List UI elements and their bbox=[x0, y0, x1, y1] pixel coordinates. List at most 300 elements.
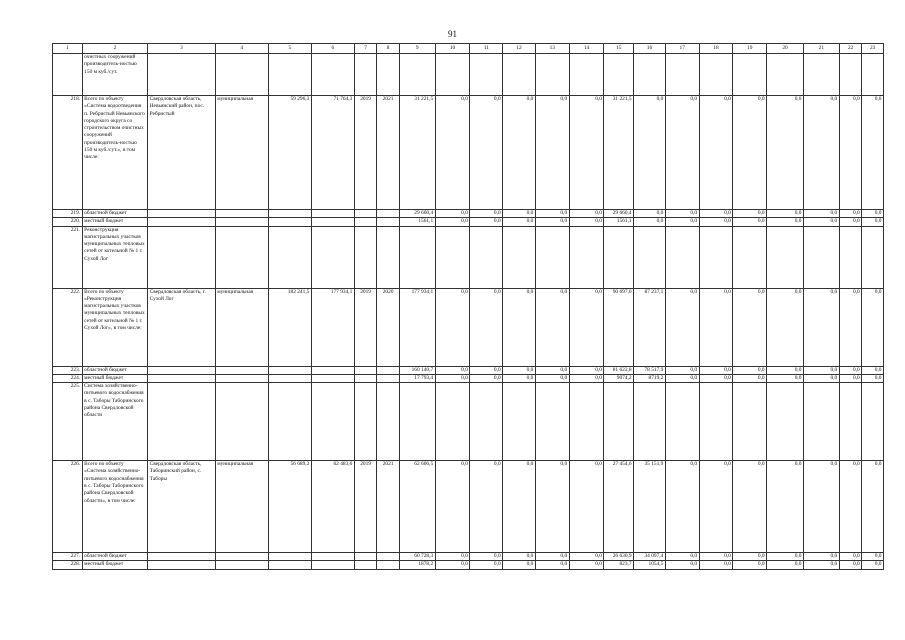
table-cell: 2021 bbox=[377, 461, 400, 553]
table-cell: 0,0 bbox=[699, 288, 733, 366]
table-cell bbox=[839, 383, 862, 461]
table-row bbox=[53, 210, 884, 218]
table-cell bbox=[377, 210, 400, 218]
table-cell: 87 237,1 bbox=[634, 288, 666, 366]
table-cell: 0,0 bbox=[435, 561, 470, 569]
table-cell: Всего по объекту «Система хозяйственно-питьевого водоснабжения в с. Таборы Таборинского района Свердловской области», в том числе: bbox=[82, 461, 147, 553]
table-cell bbox=[470, 54, 503, 96]
table-cell bbox=[354, 383, 377, 461]
table-cell bbox=[148, 54, 216, 96]
table-cell bbox=[470, 226, 503, 288]
table-cell: 0,0 bbox=[503, 366, 536, 374]
table-cell bbox=[311, 383, 354, 461]
table-cell bbox=[215, 226, 268, 288]
table-cell bbox=[354, 366, 377, 374]
table-cell: 0,0 bbox=[699, 218, 733, 226]
table-cell: 0,0 bbox=[569, 96, 604, 210]
table-cell bbox=[268, 226, 311, 288]
table-cell: местный бюджет bbox=[82, 374, 147, 382]
table-cell: 0,0 bbox=[862, 288, 884, 366]
table-cell: 0,0 bbox=[535, 553, 569, 561]
table-cell: 0,0 bbox=[699, 561, 733, 569]
header-cell: 11 bbox=[470, 44, 503, 54]
table-cell: 26 630,9 bbox=[604, 553, 634, 561]
table-cell: 0,0 bbox=[470, 561, 503, 569]
table-cell bbox=[699, 54, 733, 96]
page-number: 91 bbox=[448, 29, 457, 39]
table-cell: 177 934,1 bbox=[399, 288, 435, 366]
table-cell: 0,0 bbox=[569, 374, 604, 382]
header-cell: 20 bbox=[767, 44, 804, 54]
table-cell: 0,0 bbox=[839, 561, 862, 569]
table-cell bbox=[699, 226, 733, 288]
table-cell: 0,0 bbox=[435, 288, 470, 366]
table-cell bbox=[604, 54, 634, 96]
table-cell: 0,0 bbox=[862, 374, 884, 382]
table-cell bbox=[862, 383, 884, 461]
table-cell bbox=[767, 54, 804, 96]
table-row bbox=[53, 553, 884, 561]
table-cell: 0,0 bbox=[435, 553, 470, 561]
table-cell bbox=[862, 54, 884, 96]
table-cell: 0,0 bbox=[435, 96, 470, 210]
table-cell bbox=[862, 226, 884, 288]
table-cell: 219. bbox=[53, 210, 83, 218]
table-cell: 81 622,8 bbox=[604, 366, 634, 374]
table-cell: 0,0 bbox=[862, 210, 884, 218]
header-cell: 18 bbox=[699, 44, 733, 54]
table-cell: областной бюджет bbox=[82, 366, 147, 374]
table-cell: 0,0 bbox=[839, 96, 862, 210]
table-cell bbox=[148, 374, 216, 382]
header-cell: 17 bbox=[665, 44, 699, 54]
table-cell: 31 221,5 bbox=[399, 96, 435, 210]
table-cell bbox=[699, 383, 733, 461]
table-cell bbox=[215, 210, 268, 218]
table-cell bbox=[377, 561, 400, 569]
table-cell: 0,0 bbox=[733, 374, 767, 382]
header-cell: 10 bbox=[435, 44, 470, 54]
table-cell: 0,0 bbox=[435, 218, 470, 226]
table-cell bbox=[503, 226, 536, 288]
table-cell: 0,0 bbox=[733, 561, 767, 569]
table-cell: местный бюджет bbox=[82, 561, 147, 569]
table-cell bbox=[665, 226, 699, 288]
table-cell: 0,0 bbox=[862, 366, 884, 374]
table-cell: 0,0 bbox=[699, 210, 733, 218]
table-cell: 0,0 bbox=[733, 461, 767, 553]
table-cell: 0,0 bbox=[435, 461, 470, 553]
header-cell: 2 bbox=[82, 44, 147, 54]
table-cell: 160 140,7 bbox=[399, 366, 435, 374]
table-cell: 0,0 bbox=[699, 366, 733, 374]
table-cell: 1054,5 bbox=[634, 561, 666, 569]
table-cell: Свердловская область, Невьянский район, пос. Ребристый bbox=[148, 96, 216, 210]
table-cell: 0,0 bbox=[839, 461, 862, 553]
table-cell bbox=[569, 54, 604, 96]
header-row bbox=[53, 44, 884, 54]
table-cell: 177 934,1 bbox=[311, 288, 354, 366]
table-cell: 0,0 bbox=[767, 561, 804, 569]
table-cell: 0,0 bbox=[569, 461, 604, 553]
table-cell: 0,0 bbox=[435, 374, 470, 382]
table-cell: 0,0 bbox=[535, 561, 569, 569]
table-cell: 0,0 bbox=[569, 218, 604, 226]
table-cell bbox=[377, 226, 400, 288]
table-cell bbox=[311, 210, 354, 218]
table-cell: 0,0 bbox=[733, 553, 767, 561]
table-cell bbox=[311, 54, 354, 96]
table-cell: 0,0 bbox=[634, 96, 666, 210]
table-cell bbox=[311, 553, 354, 561]
table-cell bbox=[377, 553, 400, 561]
table-cell: Система хозяйственно-питьевого водоснабжения в с. Таборы Таборинского района Свердловской области bbox=[82, 383, 147, 461]
table-cell bbox=[215, 218, 268, 226]
table-cell: 62 606,5 bbox=[399, 461, 435, 553]
table-cell: 0,0 bbox=[803, 374, 839, 382]
header-cell: 1 bbox=[53, 44, 83, 54]
table-cell: 0,0 bbox=[634, 210, 666, 218]
table-cell: 0,0 bbox=[733, 366, 767, 374]
table-cell bbox=[354, 210, 377, 218]
table-cell: 222. bbox=[53, 288, 83, 366]
table-cell bbox=[604, 226, 634, 288]
table-cell bbox=[268, 561, 311, 569]
table-cell: 2019 bbox=[354, 461, 377, 553]
table-cell: муниципальная bbox=[215, 288, 268, 366]
table-cell bbox=[148, 553, 216, 561]
table-cell: 62 483,6 bbox=[311, 461, 354, 553]
table-cell: областной бюджет bbox=[82, 553, 147, 561]
table-cell: 218. bbox=[53, 96, 83, 210]
header-cell: 6 bbox=[311, 44, 354, 54]
table-cell: 35 151,9 bbox=[634, 461, 666, 553]
table-cell: 60 728,3 bbox=[399, 553, 435, 561]
table-cell: 0,0 bbox=[767, 210, 804, 218]
table-cell: 0,0 bbox=[569, 288, 604, 366]
table-cell: 0,0 bbox=[665, 374, 699, 382]
table-cell bbox=[148, 218, 216, 226]
table-row bbox=[53, 374, 884, 382]
table-cell: 0,0 bbox=[803, 288, 839, 366]
table-cell: 0,0 bbox=[665, 218, 699, 226]
table-cell: 0,0 bbox=[733, 96, 767, 210]
table-cell: 0,0 bbox=[862, 561, 884, 569]
table-cell bbox=[268, 553, 311, 561]
table-cell: 0,0 bbox=[767, 374, 804, 382]
header-cell: 9 bbox=[399, 44, 435, 54]
table-cell: 0,0 bbox=[862, 96, 884, 210]
table-cell: 0,0 bbox=[862, 461, 884, 553]
table-cell: 0,0 bbox=[535, 374, 569, 382]
table-cell: 0,0 bbox=[634, 218, 666, 226]
table-cell: Свердловская область, Таборинский район, с. Таборы bbox=[148, 461, 216, 553]
table-cell: муниципальная bbox=[215, 461, 268, 553]
table-cell bbox=[733, 226, 767, 288]
table-cell: 17 793,4 bbox=[399, 374, 435, 382]
table-cell bbox=[803, 54, 839, 96]
table-cell: 0,0 bbox=[767, 553, 804, 561]
table-row bbox=[53, 54, 884, 96]
table-cell: 0,0 bbox=[803, 561, 839, 569]
table-cell bbox=[215, 366, 268, 374]
table-cell: 0,0 bbox=[839, 374, 862, 382]
table-cell bbox=[399, 54, 435, 96]
table-cell: 0,0 bbox=[665, 553, 699, 561]
table-cell bbox=[148, 226, 216, 288]
table-cell bbox=[148, 366, 216, 374]
table-cell: 0,0 bbox=[535, 96, 569, 210]
table-cell: 0,0 bbox=[803, 366, 839, 374]
table-cell: 0,0 bbox=[803, 96, 839, 210]
table-cell: 823,7 bbox=[604, 561, 634, 569]
table-cell bbox=[354, 553, 377, 561]
header-cell: 12 bbox=[503, 44, 536, 54]
table-cell: 0,0 bbox=[767, 366, 804, 374]
header-cell: 21 bbox=[803, 44, 839, 54]
table-cell: 224. bbox=[53, 374, 83, 382]
table-cell bbox=[354, 561, 377, 569]
table-cell bbox=[569, 383, 604, 461]
table-cell: 0,0 bbox=[470, 366, 503, 374]
table-cell: 0,0 bbox=[733, 210, 767, 218]
table-cell bbox=[535, 226, 569, 288]
table-row bbox=[53, 226, 884, 288]
table-cell: 0,0 bbox=[862, 553, 884, 561]
table-cell: 56 689,2 bbox=[268, 461, 311, 553]
table-cell bbox=[503, 54, 536, 96]
table-cell: 0,0 bbox=[503, 96, 536, 210]
table-cell bbox=[311, 218, 354, 226]
table-cell bbox=[634, 54, 666, 96]
table-cell bbox=[148, 210, 216, 218]
table-cell: 0,0 bbox=[699, 374, 733, 382]
table-cell bbox=[435, 54, 470, 96]
table-cell: 0,0 bbox=[733, 288, 767, 366]
table-cell: 0,0 bbox=[839, 218, 862, 226]
table-cell: 0,0 bbox=[503, 210, 536, 218]
table-cell bbox=[435, 383, 470, 461]
table-cell bbox=[311, 366, 354, 374]
table-cell: 0,0 bbox=[435, 210, 470, 218]
header-cell: 23 bbox=[862, 44, 884, 54]
table-cell: 0,0 bbox=[699, 553, 733, 561]
table-cell bbox=[311, 374, 354, 382]
table-cell: 182 241,5 bbox=[268, 288, 311, 366]
table-row bbox=[53, 461, 884, 553]
table-cell bbox=[839, 54, 862, 96]
table-cell: 0,0 bbox=[665, 96, 699, 210]
table-cell bbox=[470, 383, 503, 461]
table-cell: 27 454,6 bbox=[604, 461, 634, 553]
table-cell: 59 296,3 bbox=[268, 96, 311, 210]
table-cell: 2020 bbox=[377, 288, 400, 366]
table-cell: 0,0 bbox=[503, 218, 536, 226]
table-cell: 0,0 bbox=[569, 561, 604, 569]
table-cell bbox=[733, 54, 767, 96]
table-row bbox=[53, 218, 884, 226]
table-cell bbox=[268, 383, 311, 461]
table-cell: 1561,1 bbox=[604, 218, 634, 226]
table-cell: 0,0 bbox=[569, 366, 604, 374]
table-cell bbox=[634, 226, 666, 288]
header-cell: 22 bbox=[839, 44, 862, 54]
table-cell: 0,0 bbox=[535, 288, 569, 366]
table-cell: Реконструкция магистральных участков муниципальных тепловых сетей от котельной № 1 г. Сухой Лог bbox=[82, 226, 147, 288]
table-cell bbox=[604, 383, 634, 461]
header-cell: 7 bbox=[354, 44, 377, 54]
table-cell: 228. bbox=[53, 561, 83, 569]
table-cell bbox=[634, 383, 666, 461]
table-cell bbox=[665, 383, 699, 461]
header-cell: 14 bbox=[569, 44, 604, 54]
table-cell: 0,0 bbox=[699, 461, 733, 553]
table-cell: 0,0 bbox=[503, 461, 536, 553]
header-cell: 16 bbox=[634, 44, 666, 54]
table-cell bbox=[569, 226, 604, 288]
header-cell: 15 bbox=[604, 44, 634, 54]
table-cell: 0,0 bbox=[699, 96, 733, 210]
table-cell: 29 660,4 bbox=[604, 210, 634, 218]
table-cell: 0,0 bbox=[503, 288, 536, 366]
table-cell bbox=[535, 383, 569, 461]
table-cell: 0,0 bbox=[767, 218, 804, 226]
table-cell: муниципальная bbox=[215, 96, 268, 210]
table-cell: 220. bbox=[53, 218, 83, 226]
table-cell: 1878,2 bbox=[399, 561, 435, 569]
table-cell: 0,0 bbox=[470, 553, 503, 561]
table-cell: 0,0 bbox=[803, 210, 839, 218]
table-cell: 0,0 bbox=[803, 218, 839, 226]
header-cell: 13 bbox=[535, 44, 569, 54]
table-cell bbox=[148, 383, 216, 461]
table-cell: 1561,1 bbox=[399, 218, 435, 226]
table-row bbox=[53, 366, 884, 374]
table-cell: 0,0 bbox=[470, 210, 503, 218]
table-cell: 0,0 bbox=[803, 461, 839, 553]
table-cell bbox=[377, 374, 400, 382]
table-cell: 9074,2 bbox=[604, 374, 634, 382]
table-cell bbox=[53, 54, 83, 96]
table-cell bbox=[503, 383, 536, 461]
table-cell bbox=[215, 383, 268, 461]
table-cell: 0,0 bbox=[470, 96, 503, 210]
table-cell: 0,0 bbox=[535, 210, 569, 218]
table-cell bbox=[268, 218, 311, 226]
table-cell: 0,0 bbox=[470, 374, 503, 382]
table-cell: 0,0 bbox=[535, 366, 569, 374]
table-cell: 0,0 bbox=[839, 366, 862, 374]
table-cell: Всего по объекту «Реконструкция магистральных участков муниципальных тепловых сетей от котельной № 1 г. Сухой Лог», в том числе: bbox=[82, 288, 147, 366]
table-cell: очистных сооружений производитель-ностью 150 м куб./сут. bbox=[82, 54, 147, 96]
table-cell: 0,0 bbox=[839, 210, 862, 218]
table-cell: Свердловская область, г. Сухой Лог bbox=[148, 288, 216, 366]
table-cell bbox=[839, 226, 862, 288]
header-cell: 4 bbox=[215, 44, 268, 54]
table-cell: 0,0 bbox=[470, 461, 503, 553]
table-cell bbox=[268, 366, 311, 374]
table-cell bbox=[377, 366, 400, 374]
table-cell: 0,0 bbox=[569, 210, 604, 218]
table-row bbox=[53, 288, 884, 366]
table-cell bbox=[311, 226, 354, 288]
table-cell bbox=[399, 226, 435, 288]
table-cell: местный бюджет bbox=[82, 218, 147, 226]
table-cell: 0,0 bbox=[767, 461, 804, 553]
table-row bbox=[53, 383, 884, 461]
table-cell: 0,0 bbox=[803, 553, 839, 561]
table-cell: 225. bbox=[53, 383, 83, 461]
table-cell: 223. bbox=[53, 366, 83, 374]
table-cell: 34 097,4 bbox=[634, 553, 666, 561]
table-cell: 227. bbox=[53, 553, 83, 561]
investment-table bbox=[52, 43, 884, 570]
table-cell: 0,0 bbox=[733, 218, 767, 226]
table-cell bbox=[215, 553, 268, 561]
table-cell: 0,0 bbox=[839, 288, 862, 366]
table-cell bbox=[215, 54, 268, 96]
table-cell: 2019 bbox=[354, 96, 377, 210]
table-cell bbox=[803, 383, 839, 461]
table-cell bbox=[665, 54, 699, 96]
table-cell: 0,0 bbox=[665, 366, 699, 374]
table-cell: 90 697,0 bbox=[604, 288, 634, 366]
table-cell bbox=[399, 383, 435, 461]
table-cell: 0,0 bbox=[767, 288, 804, 366]
header-cell: 19 bbox=[733, 44, 767, 54]
table-cell: 0,0 bbox=[503, 553, 536, 561]
table-row bbox=[53, 96, 884, 210]
table-cell: 29 660,4 bbox=[399, 210, 435, 218]
table-cell: 0,0 bbox=[665, 561, 699, 569]
table-cell: 0,0 bbox=[470, 218, 503, 226]
table-cell bbox=[354, 226, 377, 288]
table-cell: 0,0 bbox=[665, 210, 699, 218]
table-cell bbox=[435, 226, 470, 288]
table-cell bbox=[377, 54, 400, 96]
table-cell bbox=[311, 561, 354, 569]
table-row bbox=[53, 561, 884, 569]
table-cell: Всего по объекту «Система водоотведения п. Ребристый Невьянского городского округа со строительством очистных сооружений производитель-ностью 150 м куб./сут.», в том числе: bbox=[82, 96, 147, 210]
table-cell bbox=[268, 374, 311, 382]
header-cell: 5 bbox=[268, 44, 311, 54]
table-cell bbox=[803, 226, 839, 288]
table-cell bbox=[377, 218, 400, 226]
header-cell: 8 bbox=[377, 44, 400, 54]
table-cell: областной бюджет bbox=[82, 210, 147, 218]
table-cell: 0,0 bbox=[435, 366, 470, 374]
table-cell: 0,0 bbox=[535, 461, 569, 553]
table-cell bbox=[215, 561, 268, 569]
table-cell: 0,0 bbox=[569, 553, 604, 561]
table-cell: 2019 bbox=[354, 288, 377, 366]
table-cell bbox=[354, 218, 377, 226]
table-cell: 0,0 bbox=[665, 461, 699, 553]
table-cell: 0,0 bbox=[665, 288, 699, 366]
table-cell bbox=[148, 561, 216, 569]
table-cell: 0,0 bbox=[839, 553, 862, 561]
table-cell bbox=[535, 54, 569, 96]
table-cell bbox=[767, 383, 804, 461]
table-cell: 0,0 bbox=[503, 374, 536, 382]
table-cell: 0,0 bbox=[470, 288, 503, 366]
table-cell: 31 221,5 bbox=[604, 96, 634, 210]
table-cell bbox=[268, 210, 311, 218]
table-cell: 0,0 bbox=[535, 218, 569, 226]
table-cell: 78 517,9 bbox=[634, 366, 666, 374]
header-cell: 3 bbox=[148, 44, 216, 54]
table-cell bbox=[268, 54, 311, 96]
